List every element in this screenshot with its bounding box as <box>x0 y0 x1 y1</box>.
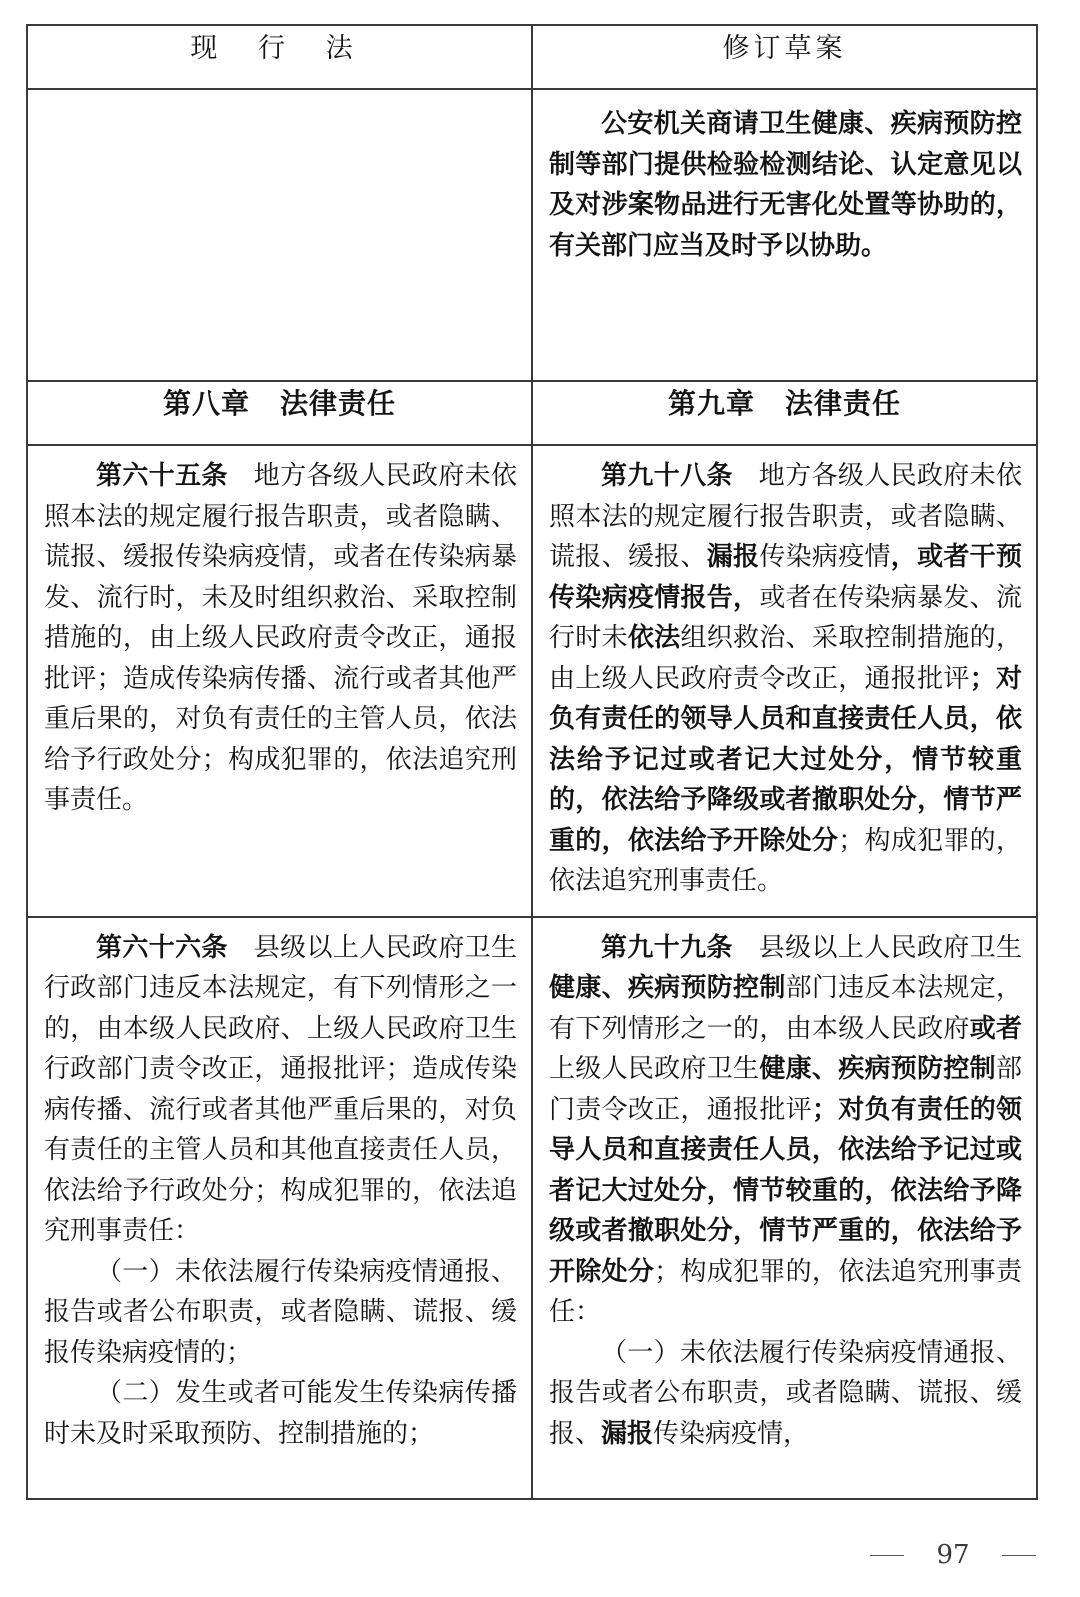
article-text: 组织救治、采取控制措施的，由上级人民政府责令改正，通报批评 <box>549 623 1022 694</box>
article-99-item-1 <box>549 1333 1022 1455</box>
article-text: 部门违反本法规定，有下列情形之一的，由本级人民政府 <box>549 973 1022 1044</box>
footer-dash-right <box>1002 1555 1036 1556</box>
chapter-title: 法律责任 <box>785 387 902 420</box>
current-article-66-cell <box>27 917 532 1499</box>
article-text: 传染病疫情 <box>759 542 891 572</box>
article-66-item-1: （一）未依法履行传染病疫情通报、报告或者公布职责，或者隐瞒、谎报、缓报传染病疫情的； <box>44 1256 517 1368</box>
article-text: 或者在传染病暴发、流行时未 <box>549 582 1022 653</box>
article-text: 地方各级人民政府未依照本法的规定履行报告职责，或者隐瞒、谎报、缓报、 <box>549 461 1022 572</box>
chapter-heading-current <box>27 381 532 445</box>
article-text: （一）未依法履行传染病疫情通报、报告或者公布职责，或者隐瞒、谎报、缓报、 <box>549 1337 1022 1449</box>
chapter-title: 法律责任 <box>280 387 397 420</box>
header-row <box>27 25 1037 89</box>
article-text: 上级人民政府卫生 <box>549 1054 760 1084</box>
draft-article-99-cell <box>532 917 1037 1499</box>
amended-text: ；对负有责任的领导人员和直接责任人员，依法给予记过或者记大过处分，情节较重的，依法给予降级或者撤职处分，情节严重的，依法给予开除处分 <box>549 1094 1022 1287</box>
article-text: 县级以上人民政府卫生行政部门违反本法规定，有下列情形之一的，由本级人民政府、上级人民政府卫生行政部门责令改正，通报批评；造成传染病传播、流行或者其他严重后果的，对负有责任的主管人员和其他直接责任人员，依法给予行政处分；构成犯罪的，依法追究刑事责任： <box>44 932 517 1246</box>
amended-text: 或者 <box>969 1013 1022 1044</box>
article-label: 第九十八条 <box>601 461 733 491</box>
row-article-66-99 <box>27 917 1037 1499</box>
current-article-65-cell <box>27 445 532 917</box>
page-number: 97 <box>936 1540 970 1570</box>
chapter-number: 第八章 <box>162 387 250 420</box>
row-police-assistance <box>27 89 1037 381</box>
article-66-item-2: （二）发生或者可能发生传染病传播时未及时采取预防、控制措施的； <box>44 1378 517 1449</box>
amended-text: 漏报 <box>706 542 760 572</box>
footer-dash-left <box>870 1555 904 1556</box>
draft-cell-police-assistance <box>532 89 1037 381</box>
amended-text: 健康、疾病预防控制 <box>759 1054 996 1084</box>
article-99-paragraph <box>549 928 1022 1333</box>
amended-text: 漏报 <box>601 1418 654 1449</box>
draft-article-98-cell <box>532 445 1037 917</box>
article-65-paragraph <box>44 456 517 821</box>
amended-text: ；对负有责任的领导人员和直接责任人员，依法给予记过或者记大过处分，情节较重的，依法给予降级或者撤职处分，情节严重的，依法给予开除处分 <box>549 663 1022 856</box>
amended-text: ，或者干预传染病疫情报告， <box>549 542 1022 613</box>
amended-text: 健康、疾病预防控制 <box>549 973 786 1003</box>
chapter-heading-draft <box>532 381 1037 445</box>
article-text: ；构成犯罪的，依法追究刑事责任。 <box>549 825 1022 896</box>
page-number-footer <box>870 1540 1036 1570</box>
article-label: 第九十九条 <box>601 932 733 963</box>
empty-cell <box>27 89 532 381</box>
comparison-table <box>26 24 1038 1500</box>
article-text: 地方各级人民政府未依照本法的规定履行报告职责，或者隐瞒、谎报、缓报传染病疫情，或者在传染病暴发、流行时，未及时组织救治、采取控制措施的，由上级人民政府责令改正，通报批评；造成传染病传播、流行或者其他严重后果的，对负有责任的主管人员，依法给予行政处分；构成犯罪的，依法追究刑事责任。 <box>44 461 517 815</box>
article-text: ；构成犯罪的，依法追究刑事责任： <box>549 1256 1022 1327</box>
article-label: 第六十五条 <box>96 461 228 491</box>
article-text: 部门责令改正，通报批评 <box>549 1054 1022 1125</box>
article-66-paragraph <box>44 928 517 1252</box>
article-label: 第六十六条 <box>96 932 228 963</box>
article-text: 县级以上人民政府卫生 <box>758 932 1022 963</box>
header-current-law: 现 行 法 <box>27 25 532 89</box>
police-assistance-paragraph: 公安机关商请卫生健康、疾病预防控制等部门提供检验检测结论、认定意见以及对涉案物品进行无害化处置等协助的，有关部门应当及时予以协助。 <box>549 109 1022 261</box>
header-revised-draft: 修订草案 <box>532 25 1037 89</box>
chapter-number: 第九章 <box>667 387 755 420</box>
article-98-paragraph <box>549 456 1022 902</box>
article-text: 传染病疫情， <box>653 1418 810 1449</box>
amended-text: 依法 <box>627 623 681 653</box>
row-article-65-98 <box>27 445 1037 917</box>
chapter-row <box>27 381 1037 445</box>
